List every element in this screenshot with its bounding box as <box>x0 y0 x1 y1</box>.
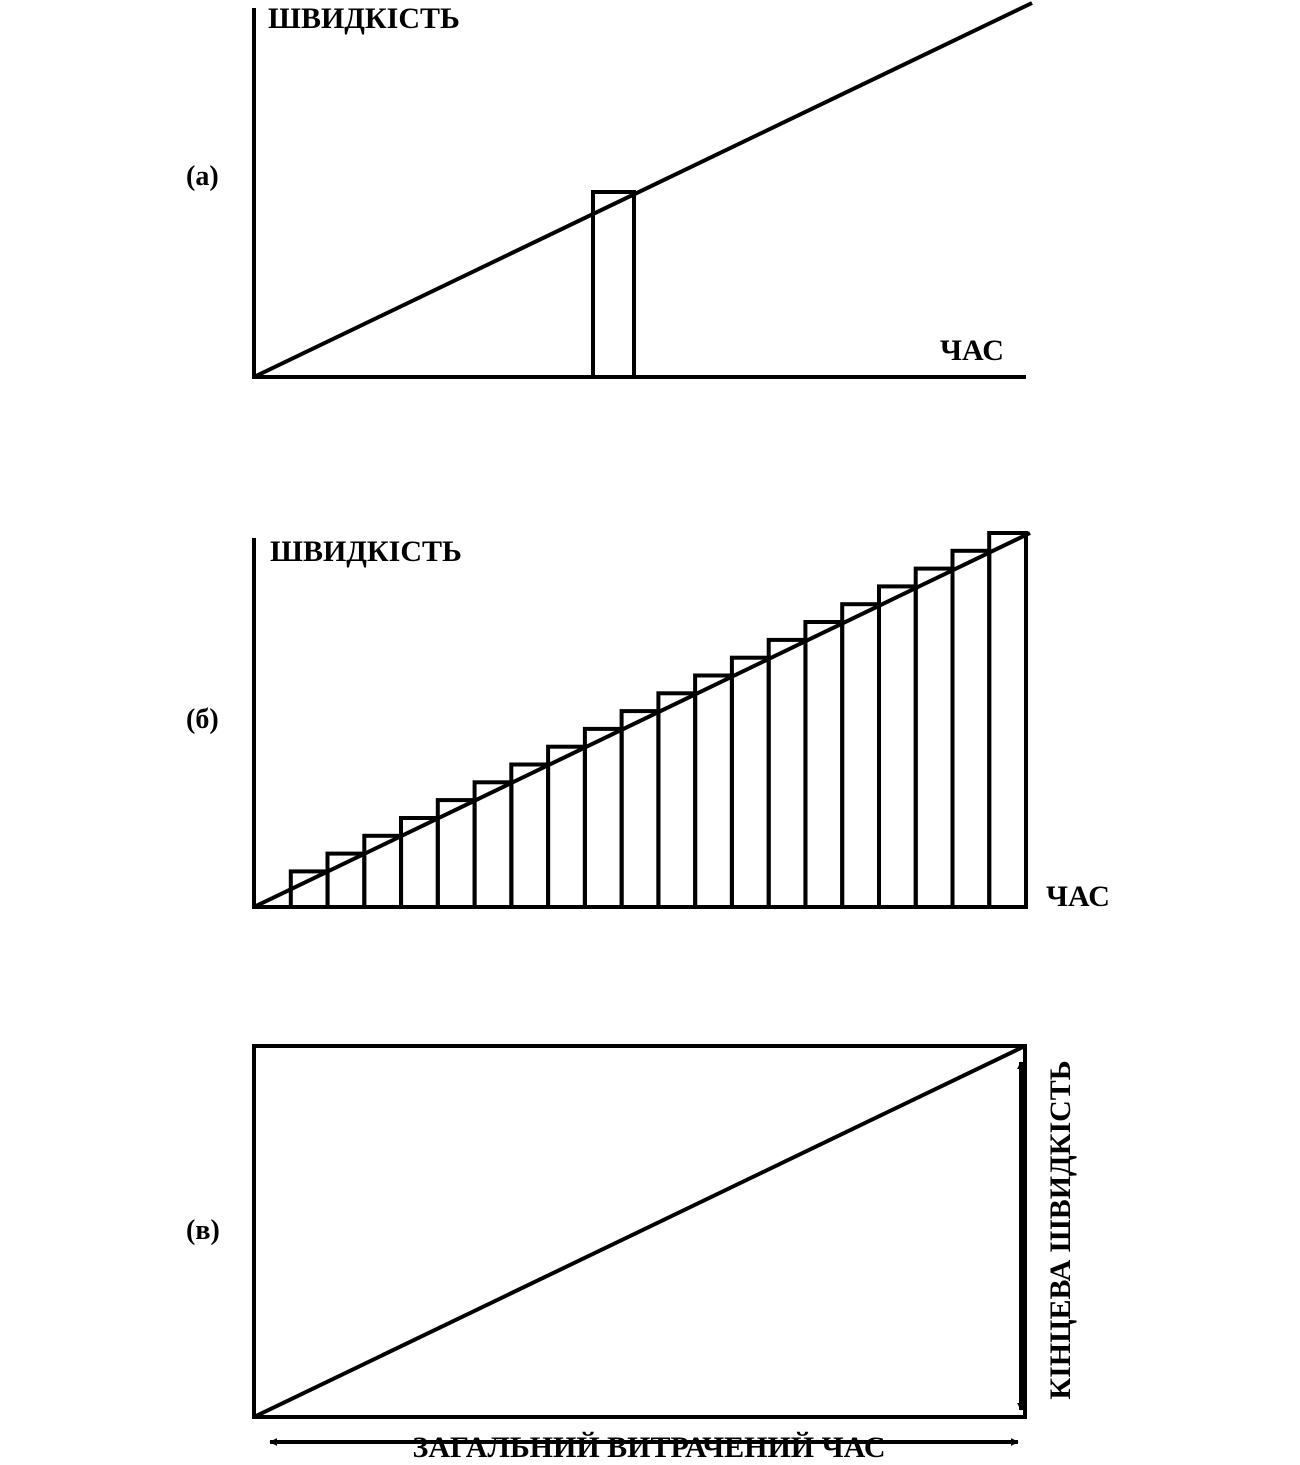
panel-b-velocity-line <box>254 533 1030 907</box>
panel-b-time-strip <box>879 586 916 907</box>
panel-b-time-strip <box>916 569 953 907</box>
panel-b-time-strip <box>475 782 512 907</box>
panel-b-time-strip <box>953 551 990 907</box>
panel-c-total-time-label: ЗАГАЛЬНИЙ ВИТРАЧЕНИЙ ЧАС <box>412 1431 886 1464</box>
panel-b-time-strip <box>989 533 1026 907</box>
panel-c-label: (в) <box>186 1215 220 1246</box>
panel-b-time-strip <box>291 871 328 907</box>
panel-a-x-axis-label: ЧАС <box>940 334 1004 367</box>
panel-a-label: (а) <box>186 161 219 192</box>
panel-b-time-strip <box>511 765 548 908</box>
panel-b <box>186 533 1110 913</box>
panel-b-time-strip <box>732 658 769 907</box>
panel-b-label: (б) <box>186 704 219 735</box>
panel-a <box>186 2 1032 378</box>
panel-b-time-strip <box>548 747 585 907</box>
panel-b-time-strip <box>842 604 879 907</box>
panel-a-velocity-line <box>254 3 1032 377</box>
panel-c-final-velocity-label: КІНЦЕВА ШВИДКІСТЬ <box>1044 1060 1077 1400</box>
panel-b-time-strip <box>695 676 732 908</box>
panel-b-y-axis-label: ШВИДКІСТЬ <box>270 535 462 568</box>
panel-c-velocity-line <box>254 1046 1025 1417</box>
panel-b-time-strip <box>805 622 842 907</box>
panel-b-time-strip <box>769 640 806 907</box>
panel-a-time-strip <box>593 192 634 377</box>
panel-c <box>186 1046 1077 1464</box>
panel-b-x-axis-label: ЧАС <box>1046 880 1110 913</box>
panel-b-time-strip <box>585 729 622 907</box>
panel-b-time-strip <box>658 693 695 907</box>
panel-b-time-strip <box>622 711 659 907</box>
panel-a-y-axis-label: ШВИДКІСТЬ <box>268 2 460 35</box>
